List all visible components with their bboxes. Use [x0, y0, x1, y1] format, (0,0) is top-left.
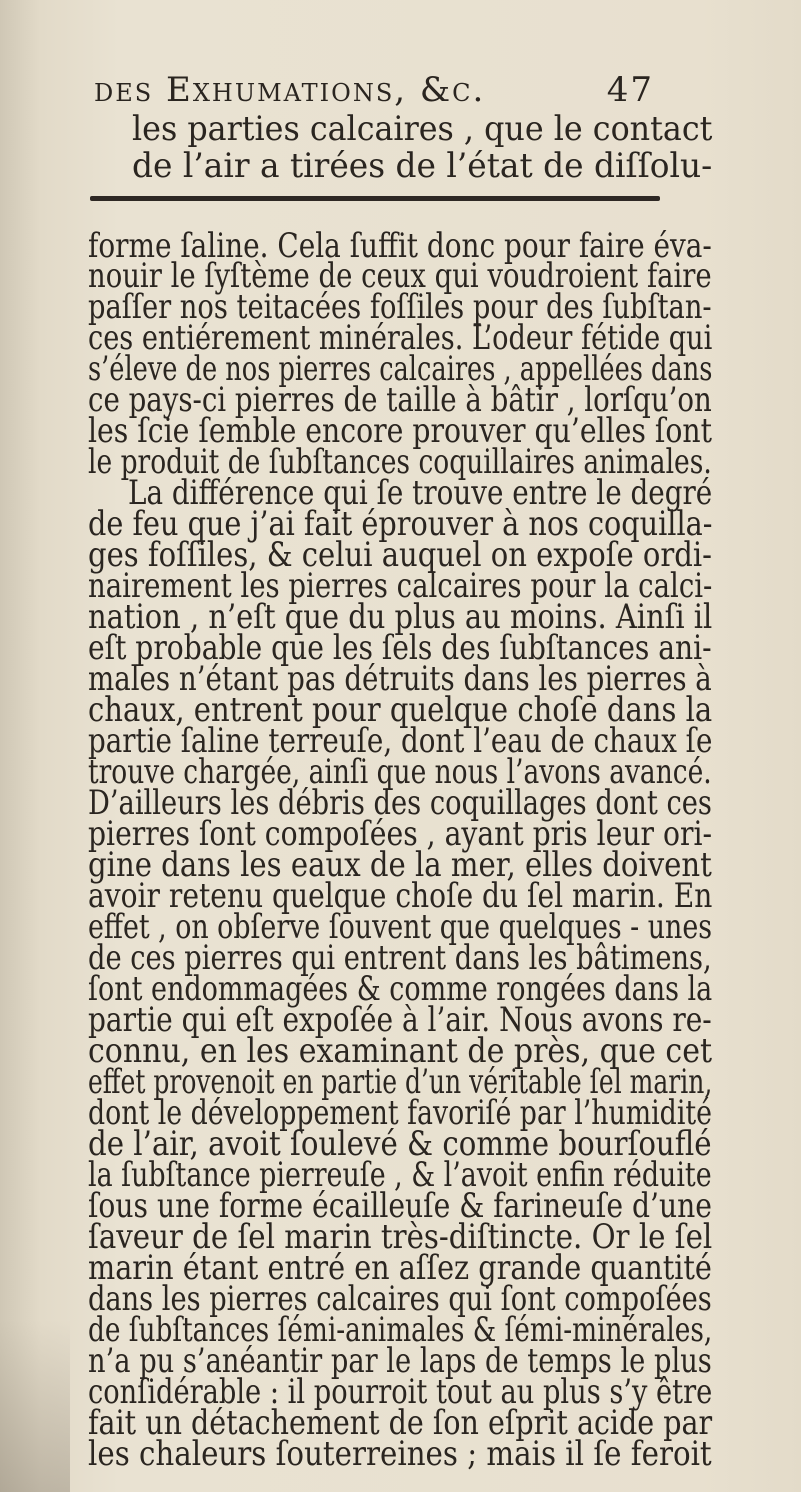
text-line: ſous une forme écailleuſe & farineuſe d’une: [88, 1186, 712, 1225]
text-line: conſidérable : il pourroit tout au plus s’y être: [88, 1372, 713, 1411]
text-line: males n’étant pas détruits dans les pierres à: [88, 659, 712, 698]
text-line: partie ſaline terreuſe, dont l’eau de chaux ſe: [88, 721, 713, 760]
page-edge-shadow: [0, 1320, 70, 1492]
text-line: nairement les pierres calcaires pour la calci-: [88, 566, 713, 605]
text-line: nation , n’eſt que du plus au moins. Ainſi il: [88, 597, 713, 636]
text-line: partie qui eſt expoſée à l’air. Nous avons re-: [88, 1000, 712, 1039]
text-line: chaux, entrent pour quelque choſe dans la: [88, 690, 713, 729]
running-head: [94, 70, 654, 114]
text-line: forme ſaline. Cela ſuffit donc pour faire éva-: [88, 226, 712, 265]
text-line: connu, en les examinant de près, que cet: [88, 1031, 713, 1070]
text-line: de l’air, avoit ſoulevé & comme bourſouflé: [88, 1124, 712, 1163]
text-line: avoir retenu quelque choſe du ſel marin. En: [88, 876, 713, 915]
text-line: paſſer nos teitacées foſſiles pour des ſubſtan-: [88, 287, 712, 326]
separator-rule: [90, 196, 660, 201]
text-line: effet , on obſerve ſouvent que quelques - unes: [88, 907, 712, 946]
text-line: les parties calcaires , que le contact: [132, 109, 713, 148]
text-line: dans les pierres calcaires qui ſont compoſées: [88, 1279, 712, 1318]
text-line: les ſcie ſemble encore prouver qu’elles ſont: [88, 411, 712, 450]
text-line: les chaleurs ſouterreines ; mais il ſe feroit: [88, 1434, 712, 1473]
text-line: de ces pierres qui entrent dans les bâtimens,: [88, 938, 712, 977]
text-line: de feu que j’ai fait éprouver à nos coquilla-: [88, 504, 713, 543]
text-line: le produit de ſubſtances coquillaires animales.: [88, 442, 712, 481]
text-line: ce pays-ci pierres de taille à bâtir , lorſqu’on: [88, 380, 712, 419]
text-line: ſont endommagées & comme rongées dans la: [88, 969, 713, 1008]
text-line: La différence qui ſe trouve entre le degré: [128, 473, 713, 512]
text-line: ces entiérement minérales. L’odeur fétide qui: [88, 318, 713, 357]
text-line: marin étant entré en aſſez grande quantité: [88, 1248, 712, 1287]
page-number: 47: [606, 70, 654, 110]
text-line: D’ailleurs les débris des coquillages dont ces: [88, 783, 712, 822]
text-line: eſt probable que les ſels des ſubſtances ani-: [88, 628, 712, 667]
text-line: gine dans les eaux de la mer, elles doivent: [88, 845, 712, 884]
text-line: nouir le ſyſtème de ceux qui voudroient faire: [88, 256, 712, 295]
text-line: la ſubſtance pierreuſe , & l’avoit enfin réduite: [88, 1155, 712, 1194]
text-line: ges foſſiles, & celui auquel on expoſe ordi-: [88, 535, 712, 574]
text-line: de ſubſtances ſémi-animales & ſémi-minérales,: [88, 1310, 713, 1349]
text-line: fait un détachement de ſon eſprit acide par: [88, 1403, 713, 1442]
text-line: n’a pu s’anéantir par le laps de temps le plus: [88, 1341, 712, 1380]
text-line: de l’air a tirées de l’état de diſſolu-: [132, 146, 713, 185]
text-line: dont le développement favoriſé par l’humidité: [88, 1093, 712, 1132]
running-head-title: des Exhumations, &c.: [94, 70, 486, 110]
text-line: ſaveur de ſel marin très-diſtincte. Or le ſel: [88, 1217, 713, 1256]
text-line: trouve chargée, ainſi que nous l’avons avancé.: [88, 752, 712, 791]
text-line: pierres ſont compoſées , ayant pris leur ori-: [88, 814, 712, 853]
text-line: s’éleve de nos pierres calcaires , appellées dans: [88, 349, 713, 388]
text-line: effet provenoit en partie d’un véritable ſel marin,: [88, 1062, 713, 1101]
